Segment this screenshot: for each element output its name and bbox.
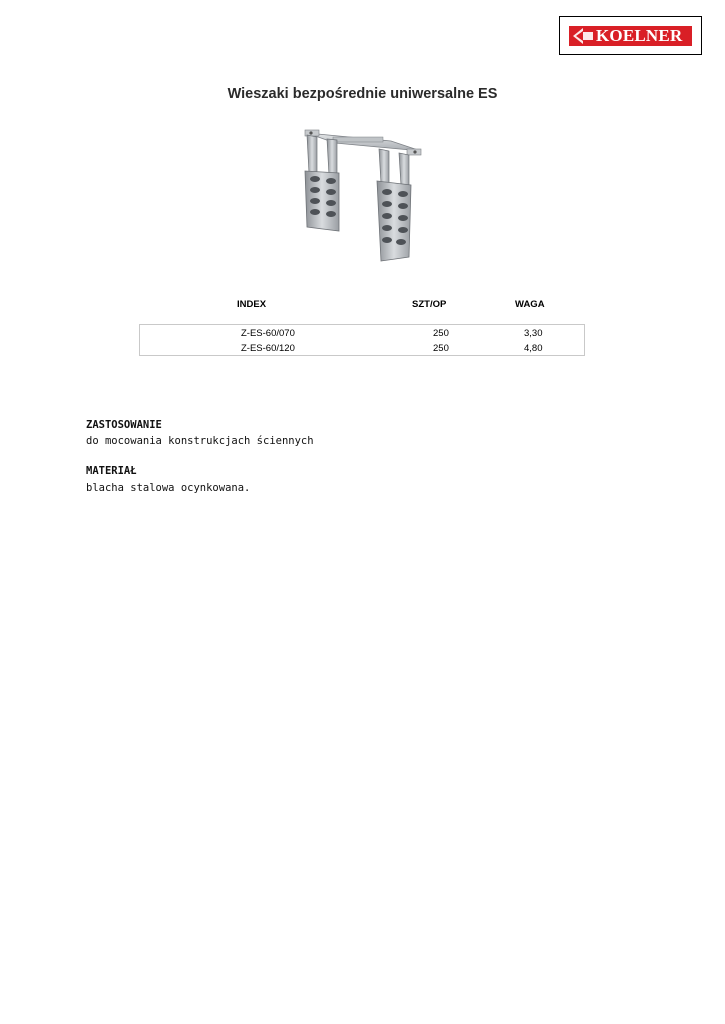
logo-text: KOELNER — [596, 26, 683, 45]
material-text: blacha stalowa ocynkowana. — [86, 482, 251, 494]
application-text: do mocowania konstrukcjach ściennych — [86, 435, 314, 447]
koelner-mark-icon — [573, 28, 595, 44]
table-header-index: INDEX — [237, 299, 267, 310]
table-cell-qty: 250 — [433, 328, 449, 339]
hanger-product-image — [295, 127, 425, 267]
company-logo — [559, 16, 702, 55]
table-cell-index: Z-ES-60/070 — [241, 328, 295, 339]
table-cell-index: Z-ES-60/120 — [241, 343, 295, 354]
product-table — [139, 324, 585, 356]
table-cell-qty: 250 — [433, 343, 449, 354]
page-title: Wieszaki bezpośrednie uniwersalne ES — [227, 86, 498, 102]
table-header-qty: SZT/OP — [412, 299, 447, 310]
application-heading: ZASTOSOWANIE — [86, 419, 162, 431]
table-cell-weight: 3,30 — [524, 328, 543, 339]
table-cell-weight: 4,80 — [524, 343, 543, 354]
logo-banner — [569, 26, 692, 46]
table-header-weight: WAGA — [515, 299, 545, 310]
material-heading: MATERIAŁ — [86, 465, 137, 477]
